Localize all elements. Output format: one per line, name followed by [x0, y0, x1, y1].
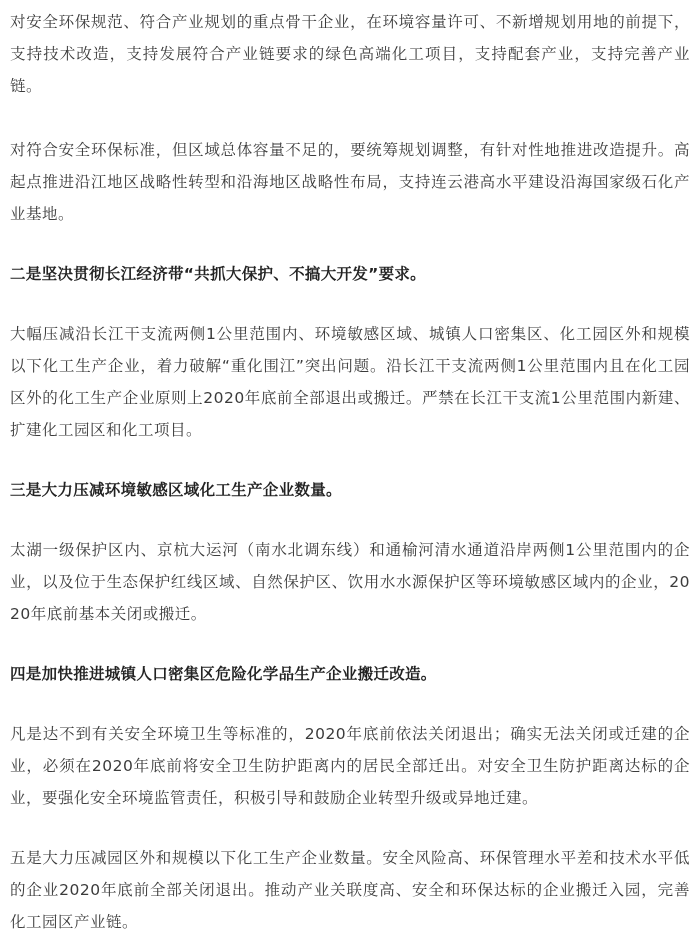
paragraph-relocation: 凡是达不到有关安全环境卫生等标准的，2020年底前依法关闭退出；确实无法关闭或迁建的企业，必须在2020年底前将安全卫生防护距离内的居民全部迁出。对安全卫生防护距离达标的企业，要强化安全环境监管责任，积极引导和鼓励企业转型升级或异地迁建。	[10, 725, 690, 807]
paragraph-spacer	[10, 690, 690, 718]
heading-relocation: 四是加快推进城镇人口密集区危险化学品生产企业搬迁改造。	[10, 665, 437, 683]
paragraph-spacer	[10, 814, 690, 842]
paragraph-capacity-adjustment: 对符合安全环保标准，但区域总体容量不足的，要统筹规划调整，有针对性地推进改造提升。高起点推进沿江地区战略性转型和沿海地区战略性布局，支持连云港高水平建设沿海国家级石化产业基地。	[10, 141, 690, 223]
paragraph-spacer	[10, 630, 690, 658]
paragraph-outside-parks: 五是大力压减园区外和规模以下化工生产企业数量。安全风险高、环保管理水平差和技术水平低的企业2020年底前全部关闭退出。推动产业关联度高、安全和环保达标的企业搬迁入园，完善化工园区产业链。	[10, 849, 690, 931]
paragraph-yangtze-reduction: 大幅压减沿长江干支流两侧1公里范围内、环境敏感区域、城镇人口密集区、化工园区外和规模以下化工生产企业，着力破解“重化围江”突出问题。沿长江干支流两侧1公里范围内且在化工园区外的化工生产企业原则上2020年底前全部退出或搬迁。严禁在长江干支流1公里范围内新建、扩建化工园区和化工项目。	[10, 325, 690, 439]
paragraph-key-enterprises: 对安全环保规范、符合产业规划的重点骨干企业，在环境容量许可、不新增规划用地的前提下，支持技术改造，支持发展符合产业链要求的绿色高端化工项目，支持配套产业，支持完善产业链。	[10, 13, 690, 95]
heading-sensitive-areas: 三是大力压减环境敏感区域化工生产企业数量。	[10, 481, 342, 499]
paragraph-sensitive-areas: 太湖一级保护区内、京杭大运河（南水北调东线）和通榆河清水通道沿岸两侧1公里范围内的企业，以及位于生态保护红线区域、自然保护区、饮用水水源保护区等环境敏感区域内的企业，2020年底前基本关闭或搬迁。	[10, 541, 690, 623]
heading-yangtze-protection: 二是坚决贯彻长江经济带“共抓大保护、不搞大开发”要求。	[10, 265, 426, 283]
paragraph-spacer	[10, 290, 690, 318]
paragraph-spacer	[10, 230, 690, 258]
paragraph-spacer	[10, 506, 690, 534]
paragraph-spacer	[10, 446, 690, 474]
paragraph-spacer	[10, 102, 690, 134]
